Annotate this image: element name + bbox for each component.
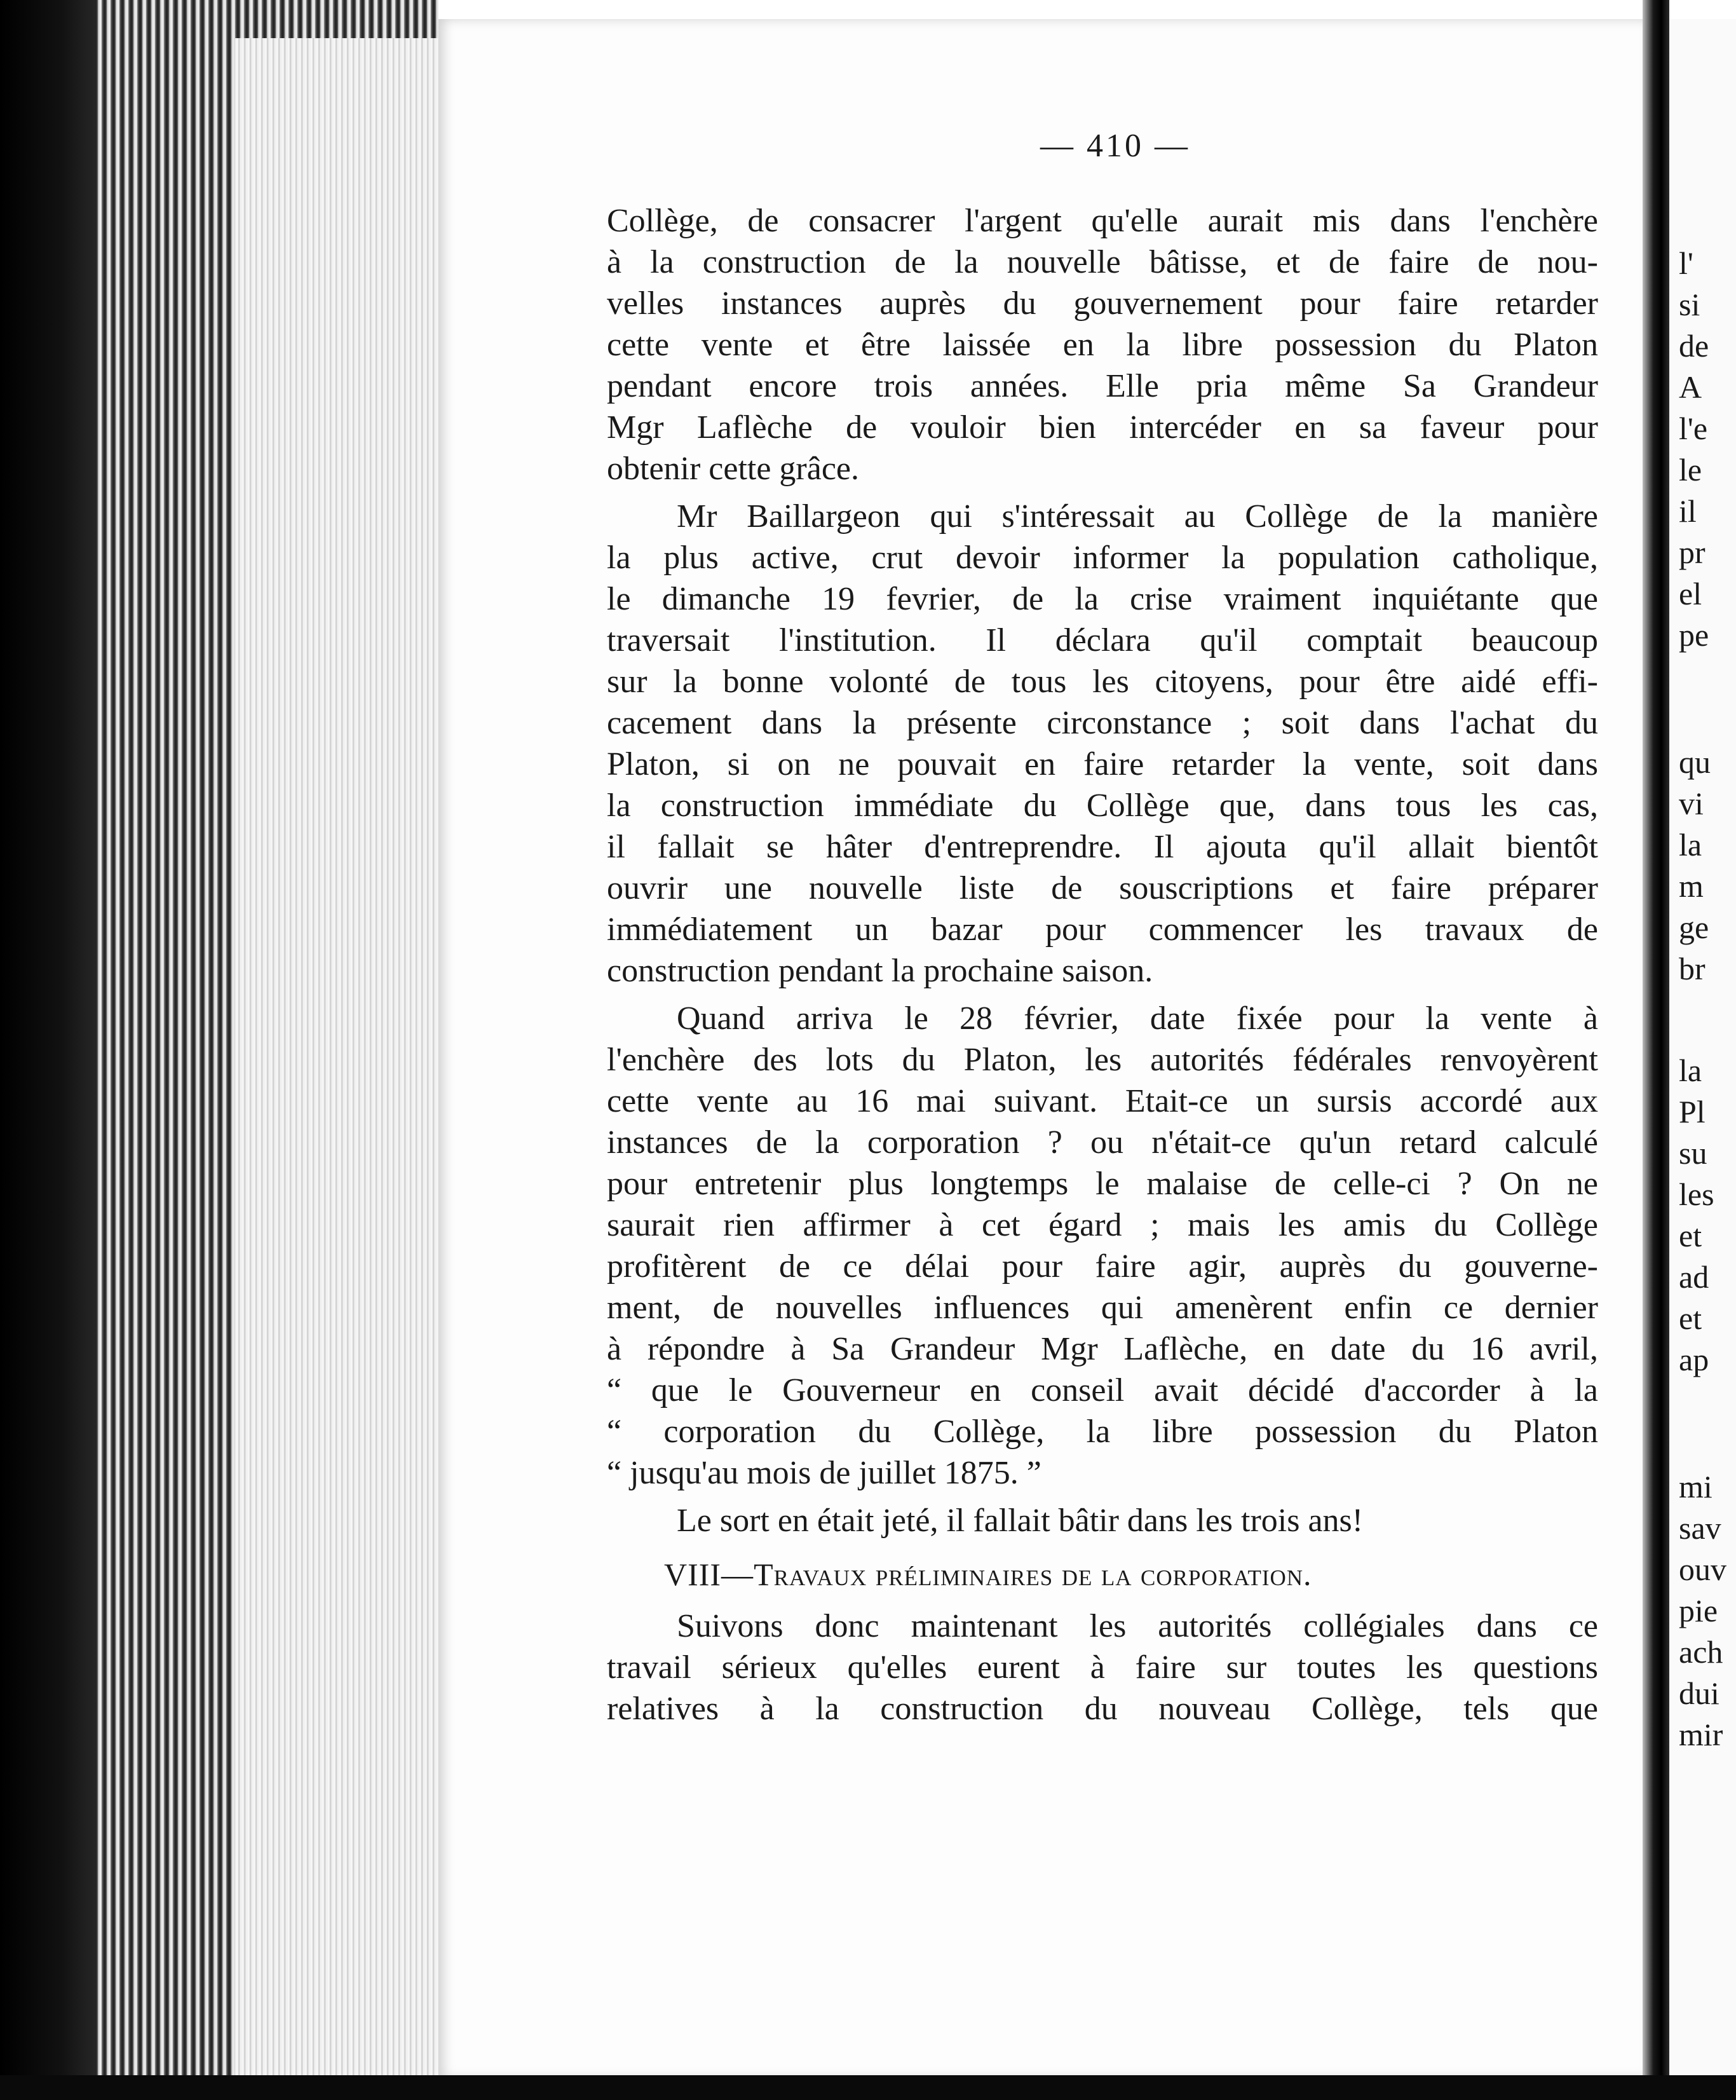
facing-page-fragment: pie — [1679, 1593, 1718, 1628]
text-line: “ corporation du Collège, la libre possession du Platon — [607, 1414, 1598, 1450]
section-number: VIII— — [664, 1557, 754, 1592]
facing-page-fragment: il — [1679, 493, 1697, 529]
text-line: cette vente et être laissée en la libre possession du Platon — [607, 327, 1598, 363]
facing-page-fragment: mir — [1679, 1717, 1723, 1752]
text-line: velles instances auprès du gouvernement pour faire retarder — [607, 285, 1598, 322]
book-leaf-stack — [235, 38, 438, 2091]
section-heading — [607, 1554, 1598, 1595]
text-line: Platon, si on ne pouvait en faire retarder la vente, soit dans — [607, 746, 1598, 782]
paragraph-3 — [607, 998, 1598, 1494]
text-line: profitèrent de ce délai pour faire agir, auprès du gouverne- — [607, 1248, 1598, 1285]
text-line: à répondre à Sa Grandeur Mgr Laflèche, en date du 16 avril, — [607, 1331, 1598, 1367]
facing-page-fragment: ge — [1679, 910, 1709, 945]
text-line: construction pendant la prochaine saison. — [607, 953, 1153, 989]
facing-page-fragment: et — [1679, 1218, 1702, 1253]
text-line: le dimanche 19 fevrier, de la crise vraiment inquiétante que — [607, 581, 1598, 617]
facing-page-fragment: su — [1679, 1135, 1707, 1171]
text-line: la construction immédiate du Collège que, dans tous les cas, — [607, 788, 1598, 824]
section-title: Travaux préliminaires de la corporation. — [754, 1557, 1312, 1592]
text-line: Mr Baillargeon qui s'intéressait au Collège de la manière — [677, 498, 1598, 535]
text-line: saurait rien affirmer à cet égard ; mais les amis du Collège — [607, 1207, 1598, 1243]
facing-page-fragment: dui — [1679, 1675, 1719, 1711]
text-line: pendant encore trois années. Elle pria même Sa Grandeur — [607, 368, 1598, 404]
text-line: pour entretenir plus longtemps le malaise de celle-ci ? On ne — [607, 1166, 1598, 1202]
facing-page-fragment: pr — [1679, 535, 1705, 570]
paragraph-2 — [607, 496, 1598, 992]
facing-page-fragment: ap — [1679, 1342, 1709, 1377]
text-line: Collège, de consacrer l'argent qu'elle aurait mis dans l'enchère — [607, 203, 1598, 239]
facing-page-fragment: ad — [1679, 1259, 1709, 1295]
text-line: instances de la corporation ? ou n'était-ce qu'un retard calculé — [607, 1124, 1598, 1161]
facing-page-fragment: le — [1679, 452, 1702, 488]
facing-page-fragment: la — [1679, 827, 1702, 862]
page-number: — 410 — — [1040, 128, 1190, 164]
facing-page-fragment: l' — [1679, 245, 1693, 281]
text-line: cette vente au 16 mai suivant. Etait-ce un sursis accordé aux — [607, 1083, 1598, 1119]
facing-page-fragment: br — [1679, 951, 1705, 986]
text-line: travail sérieux qu'elles eurent à faire sur toutes les questions — [607, 1649, 1598, 1686]
text-line: cacement dans la présente circonstance ; soit dans l'achat du — [607, 705, 1598, 741]
facing-page-fragment: A — [1679, 369, 1702, 405]
facing-page-fragment: et — [1679, 1300, 1702, 1336]
facing-page-fragment: sav — [1679, 1510, 1721, 1546]
text-line: obtenir cette grâce. — [607, 451, 859, 487]
text-line: relatives à la construction du nouveau Collège, tels que — [607, 1691, 1598, 1727]
text-line: Quand arriva le 28 février, date fixée pour la vente à — [677, 1000, 1598, 1037]
text-line: Le sort en était jeté, il fallait bâtir dans les trois ans! — [677, 1503, 1364, 1539]
body-text — [607, 200, 1598, 1729]
scanner-bottom-edge — [0, 2075, 1736, 2100]
facing-page-fragment: si — [1679, 287, 1700, 322]
text-line: “ jusqu'au mois de juillet 1875. ” — [607, 1455, 1041, 1491]
text-line: sur la bonne volonté de tous les citoyens, pour être aidé effi- — [607, 664, 1598, 700]
book-spine — [1643, 0, 1669, 2100]
facing-page-fragment: m — [1679, 868, 1704, 904]
facing-page-fragment: qu — [1679, 744, 1711, 780]
facing-page-fragment: mi — [1679, 1469, 1712, 1504]
paragraph-5 — [607, 1606, 1598, 1729]
text-line: l'enchère des lots du Platon, les autorités fédérales renvoyèrent — [607, 1042, 1598, 1078]
facing-page-fragment: l'e — [1679, 411, 1708, 446]
facing-page-fragment: ouv — [1679, 1551, 1726, 1587]
facing-page-fragment: la — [1679, 1053, 1702, 1088]
facing-page-fragment: el — [1679, 576, 1702, 611]
facing-page-fragment: de — [1679, 328, 1709, 364]
facing-page-fragment: ach — [1679, 1634, 1723, 1670]
text-line: la plus active, crut devoir informer la population catholique, — [607, 540, 1598, 576]
facing-page-fragment: Pl — [1679, 1094, 1705, 1129]
text-line: “ que le Gouverneur en conseil avait décidé d'accorder à la — [607, 1372, 1598, 1408]
facing-page-fragment: vi — [1679, 786, 1704, 821]
paragraph-4 — [607, 1500, 1598, 1541]
facing-page-fragment: pe — [1679, 617, 1709, 653]
facing-page-fragment: les — [1679, 1176, 1714, 1212]
text-line: Mgr Laflèche de vouloir bien intercéder en sa faveur pour — [607, 409, 1598, 446]
text-line: immédiatement un bazar pour commencer les travaux de — [607, 911, 1598, 948]
scanner-background — [0, 0, 102, 2100]
text-line: il fallait se hâter d'entreprendre. Il ajouta qu'il allait bientôt — [607, 829, 1598, 865]
text-line: Suivons donc maintenant les autorités collégiales dans ce — [677, 1608, 1598, 1644]
paragraph-1 — [607, 200, 1598, 489]
text-line: ment, de nouvelles influences qui amenèrent enfin ce dernier — [607, 1290, 1598, 1326]
text-line: traversait l'institution. Il déclara qu'il comptait beaucoup — [607, 622, 1598, 658]
text-line: à la construction de la nouvelle bâtisse, et de faire de nou- — [607, 244, 1598, 280]
text-line: ouvrir une nouvelle liste de souscriptions et faire préparer — [607, 870, 1598, 906]
